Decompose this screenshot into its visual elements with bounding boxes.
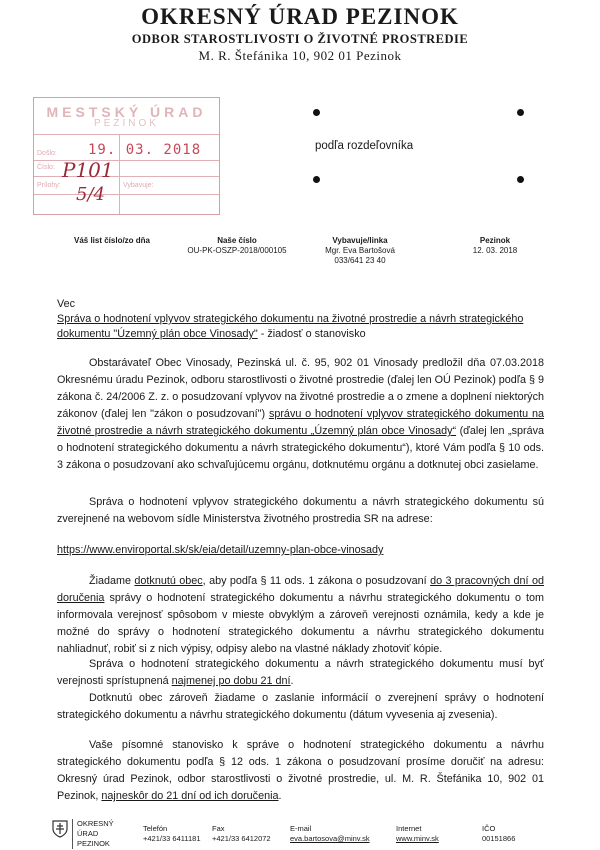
footer-phone-label: Telefón xyxy=(143,824,168,833)
paragraph-text: . xyxy=(290,675,294,687)
ref-date-value: 12. 03. 2018 xyxy=(472,246,518,255)
paragraph-text: Správa o hodnotení vplyvov strategického dokumentu a návrh strategického dokumentu sú zverejnené na webovom sídle Ministerstva životného prostredia SR na adrese: xyxy=(57,496,544,525)
footer-org-line2: ÚRAD xyxy=(77,829,99,838)
subject-line-1: Správa o hodnotení vplyvov strategického dokumentu na životné prostredie a návrh strategického xyxy=(57,313,524,325)
ref-handled-by-name: Mgr. Eva Bartošová xyxy=(325,246,395,255)
footer-org-line3: PEZINOK xyxy=(77,839,110,848)
ref-place-label: Pezinok xyxy=(479,236,511,245)
addressee: podľa rozdeľovníka xyxy=(315,140,414,152)
ref-your-letter-label: Váš list číslo/zo dňa xyxy=(73,236,151,245)
footer-email-label: E-mail xyxy=(290,824,312,833)
ref-our-number-value: OU-PK-OSZP-2018/000105 xyxy=(187,246,287,255)
footer-web-link[interactable]: www.minv.sk xyxy=(396,834,439,843)
footer-ico xyxy=(482,824,515,844)
paragraph-text: . xyxy=(278,790,282,802)
paragraph-statement-request xyxy=(57,737,544,805)
paragraph-underlined-text: do 3 pracovných dní od doručenia xyxy=(57,575,544,604)
footer-fax-value: +421/33 6412072 xyxy=(212,834,271,843)
paragraph-text: Vaše písomné stanovisko k správe o hodnotení strategického dokumentu a návrhu strategického dokumentu podľa § 12 ods. 1 zákona o posudzovaní prosíme doručiť na adresu: Okresný úrad Pezinok, odbor starostlivosti o životné prostredie, ul. M. R. Štefánika 10, 902 01 Pezinok, xyxy=(57,739,544,802)
paragraph-submission xyxy=(57,355,544,474)
ref-handled-by-phone: 033/641 23 40 xyxy=(334,256,386,265)
footer-phone xyxy=(143,824,201,844)
paragraph-underlined-text: najneskôr do 21 dní od ich doručenia xyxy=(101,790,279,802)
paragraph-request-municipality xyxy=(57,573,544,658)
subject-line-2-rest: - žiadosť o stanovisko xyxy=(257,328,366,340)
paragraph-underlined-text: správu o hodnotení vplyvov strategického dokumentu na životné prostredie a návrh strategického dokumentu „Územný plán obce Vinosady“ xyxy=(57,408,544,437)
footer-fax-label: Fax xyxy=(212,824,225,833)
footer-org-line1: OKRESNÝ xyxy=(77,819,114,828)
stamp-date: 19. 03. 2018 xyxy=(88,142,202,158)
window-mark-icon xyxy=(517,109,524,116)
office-address: M. R. Štefánika 10, 902 01 Pezinok xyxy=(198,48,402,63)
enviroportal-link[interactable]: https://www.enviroportal.sk/sk/eia/detail/uzemny-plan-obce-vinosady xyxy=(57,544,384,556)
ref-our-number-label: Naše číslo xyxy=(217,236,257,245)
paragraph-publication xyxy=(57,494,544,528)
footer-org xyxy=(72,819,114,849)
footer-phone-value: +421/33 6411181 xyxy=(143,834,201,843)
footer-web-label: Internet xyxy=(396,824,422,833)
office-title: OKRESNÝ ÚRAD PEZINOK xyxy=(141,4,459,29)
paragraph-underlined-text: dotknutú obec xyxy=(134,575,203,587)
subject-block xyxy=(57,297,547,342)
footer-email xyxy=(290,824,370,844)
stamp-subtitle: PEZINOK xyxy=(94,118,159,129)
department-name: ODBOR STAROSTLIVOSTI O ŽIVOTNÉ PROSTREDIE xyxy=(131,32,469,46)
stamp-handwritten-note: 5/4 xyxy=(76,184,105,205)
footer-web xyxy=(396,824,439,844)
paragraph-text: Dotknutú obec zároveň žiadame o zaslanie informácií o zverejnení správy o hodnotení strategického dokumentu a návrhu strategického dokumentu (dátum vyvesenia aj zvesenia). xyxy=(57,692,544,721)
ref-place-date xyxy=(455,236,535,256)
paragraph-text: , aby podľa § 11 ods. 1 zákona o posudzovaní xyxy=(202,575,431,587)
received-stamp xyxy=(33,97,220,215)
ref-handled-by xyxy=(300,236,420,266)
ref-handled-by-label: Vybavuje/linka xyxy=(332,236,388,245)
footer-ico-value: 00151866 xyxy=(482,834,516,843)
coat-of-arms-icon xyxy=(52,820,68,838)
window-mark-icon xyxy=(313,176,320,183)
stamp-number-label: Číslo: xyxy=(37,164,55,171)
paragraph-text: Žiadame xyxy=(89,575,135,587)
subject-line-2-underlined: dokumentu "Územný plán obce Vinosady" xyxy=(57,328,258,340)
window-mark-icon xyxy=(313,109,320,116)
ref-your-letter xyxy=(52,236,172,246)
paragraph-underlined-text: najmenej po dobu 21 dní xyxy=(171,675,291,687)
paragraph-information-request xyxy=(57,690,544,724)
paragraph-text: správy o hodnotení strategického dokumentu a návrhu strategického dokumentu o tom informovala verejnosť spôsobom v mieste obvyklým a zároveň verejnosti oznámila, kedy a kde je možné do správy o hodnotení strategického dokumentu a návrhu strategického dokumentu nahliadnuť, robiť si z nich výpisy, odpisy alebo na vlastné náklady zhotoviť kópie. xyxy=(57,592,544,655)
footer-email-link[interactable]: eva.bartosova@minv.sk xyxy=(290,834,370,843)
subject-label: Vec xyxy=(57,298,76,310)
stamp-handled-label: Vybavuje: xyxy=(123,182,154,189)
ref-our-number xyxy=(172,236,302,256)
paragraph-text: Správa o hodnotení strategického dokumentu a návrh strategického dokumentu musí byť verejnosti sprístupnená xyxy=(57,658,544,687)
window-mark-icon xyxy=(517,176,524,183)
footer-ico-label: IČO xyxy=(482,824,496,833)
footer-fax xyxy=(212,824,271,844)
paragraph-text: (ďalej len „správa o hodnotení strategického dokumentu a návrh strategického dokumentu“), ktoré Vám podľa § 10 ods. 3 zákona o posudzovaní ako schvaľujúcemu orgánu, dotknutému orgánu a dotknutej obci zasielame. xyxy=(57,425,545,471)
stamp-attachments-label: Prílohy: xyxy=(37,182,61,189)
stamp-handwritten-number: P101 xyxy=(62,158,114,182)
stamp-date-label: Došlo: xyxy=(37,150,57,157)
paragraph-text: Obstarávateľ Obec Vinosady, Pezinská ul. č. 95, 902 01 Vinosady predložil dňa 07.03.2018 Okresnému úradu Pezinok, odboru starostlivosti o životné prostredie (ďalej len OÚ Pezinok) podľa § 9 zákona č. 24/2006 Z. z. o posudzovaní vplyvov na životné prostredie a o zmene a doplnení niektorých zákonov (ďalej len "zákon o posudzovaní") xyxy=(57,357,544,420)
paragraph-availability xyxy=(57,656,544,690)
stamp-title: MESTSKÝ ÚRAD xyxy=(46,104,207,120)
